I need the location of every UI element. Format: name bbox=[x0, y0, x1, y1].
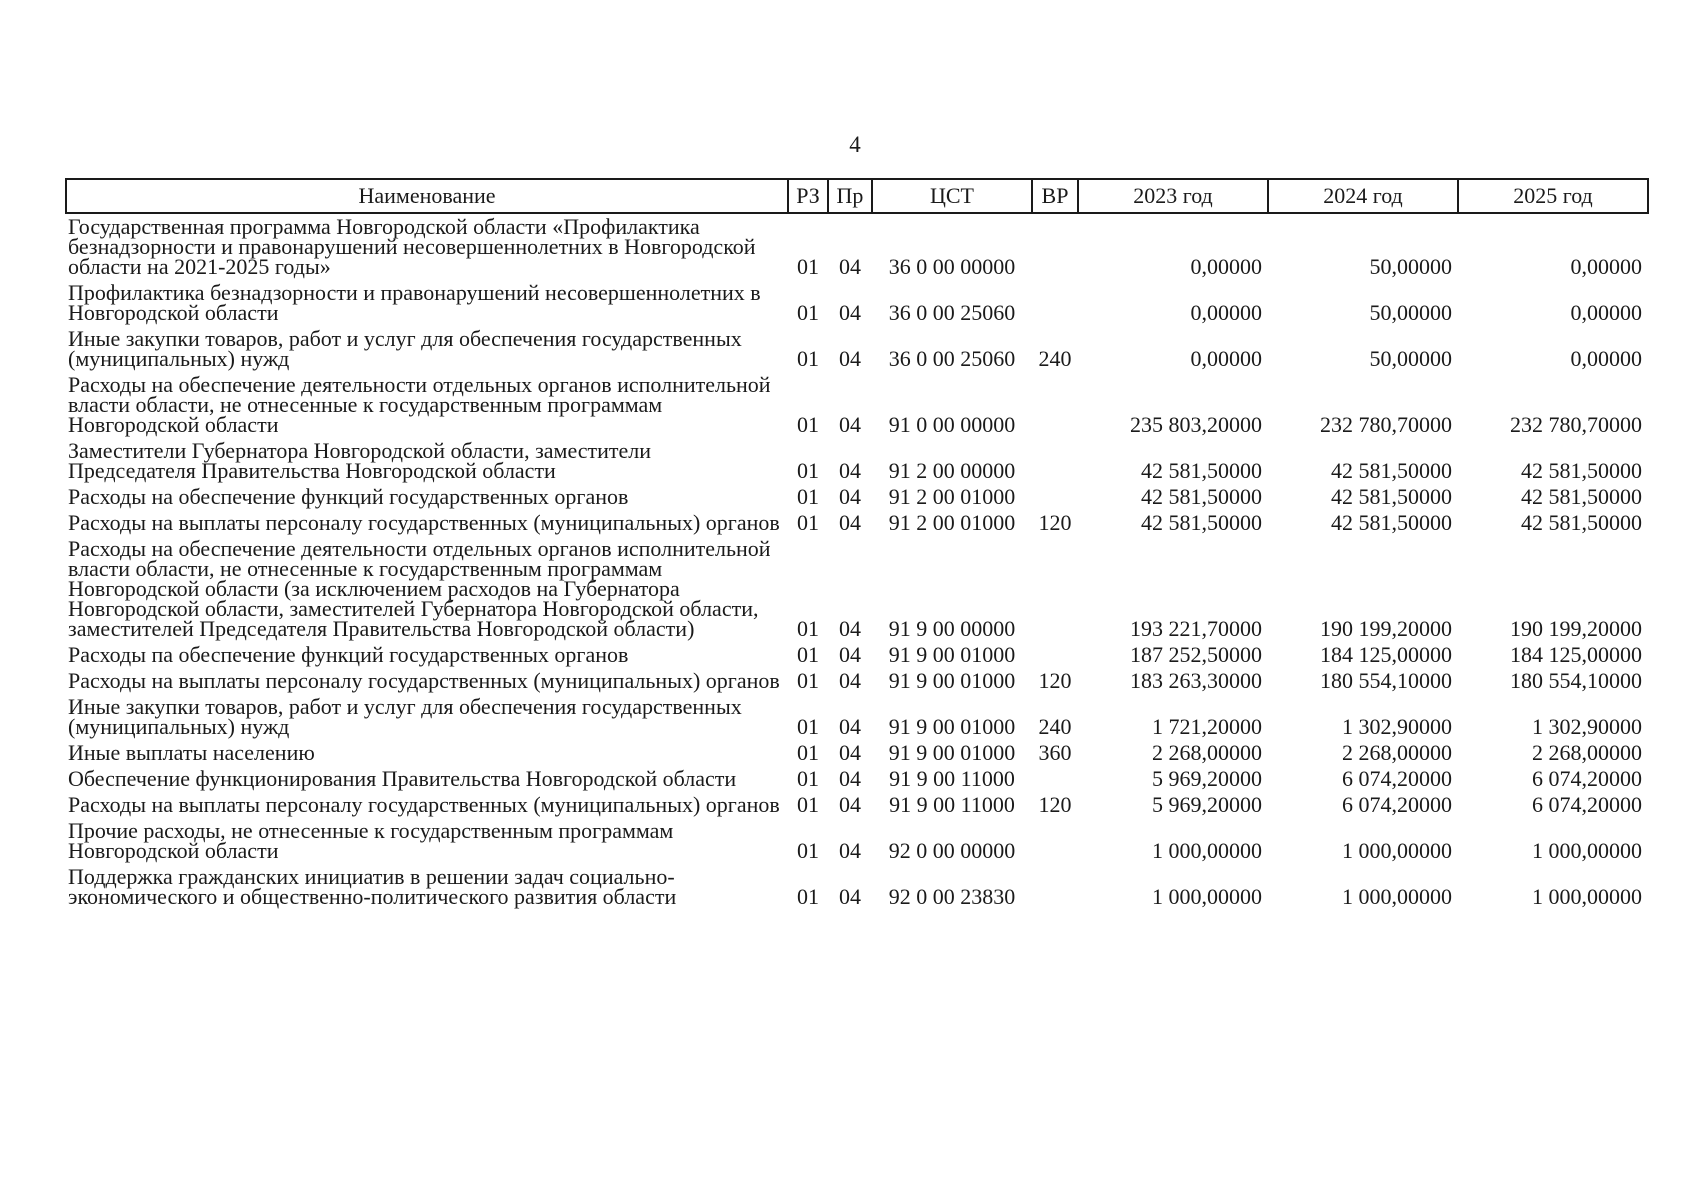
budget-table bbox=[65, 178, 1649, 910]
header-2025: 2025 год bbox=[1458, 179, 1648, 213]
cell-2025: 180 554,10000 bbox=[1510, 668, 1642, 693]
cell-2023: 193 221,70000 bbox=[1130, 616, 1262, 641]
cell-2024: 232 780,70000 bbox=[1320, 412, 1452, 437]
cell-cst: 36 0 00 00000 bbox=[888, 254, 1016, 279]
cell-rz: 01 bbox=[797, 346, 819, 371]
cell-2023: 0,00000 bbox=[1190, 300, 1262, 325]
cell-2024: 6 074,20000 bbox=[1342, 766, 1452, 791]
header-name: Наименование bbox=[66, 179, 788, 213]
cell-name: Расходы на выплаты персоналу государственных (муниципальных) органов bbox=[68, 668, 780, 693]
table-row bbox=[66, 642, 1648, 668]
cell-pr: 04 bbox=[839, 254, 861, 279]
cell-2024: 42 581,50000 bbox=[1331, 458, 1452, 483]
cell-2024: 180 554,10000 bbox=[1320, 668, 1452, 693]
cell-2023: 235 803,20000 bbox=[1130, 412, 1262, 437]
cell-vr bbox=[1032, 280, 1078, 326]
cell-2024: 50,00000 bbox=[1369, 254, 1452, 279]
cell-vr bbox=[1032, 766, 1078, 792]
cell-pr: 04 bbox=[839, 510, 861, 535]
cell-2025: 6 074,20000 bbox=[1532, 766, 1642, 791]
cell-pr: 04 bbox=[839, 484, 861, 509]
cell-2025: 190 199,20000 bbox=[1510, 616, 1642, 641]
cell-2025: 42 581,50000 bbox=[1521, 484, 1642, 509]
cell-2023: 42 581,50000 bbox=[1141, 458, 1262, 483]
cell-name: Расходы на обеспечение деятельности отдельных органов исполнительной власти области, не отнесенные к государственным программам Новгородской области (за исключением расходов на Губернатора Новгородской области, заместителей Губернатора Новгородской области, заместителей Председателя Правительства Новгородской области) bbox=[68, 536, 771, 641]
table-row bbox=[66, 818, 1648, 864]
cell-2023: 1 000,00000 bbox=[1152, 884, 1262, 909]
table-body bbox=[66, 213, 1648, 910]
cell-cst: 36 0 00 25060 bbox=[888, 346, 1016, 371]
cell-vr bbox=[1032, 484, 1078, 510]
cell-rz: 01 bbox=[797, 838, 819, 863]
table-row bbox=[66, 864, 1648, 910]
cell-cst: 91 9 00 11000 bbox=[889, 766, 1015, 791]
cell-rz: 01 bbox=[797, 740, 819, 765]
cell-rz: 01 bbox=[797, 510, 819, 535]
header-pr: Пр bbox=[828, 179, 872, 213]
header-2024: 2024 год bbox=[1268, 179, 1458, 213]
cell-cst: 36 0 00 25060 bbox=[888, 300, 1016, 325]
table-row bbox=[66, 326, 1648, 372]
cell-pr: 04 bbox=[839, 412, 861, 437]
cell-2025: 42 581,50000 bbox=[1521, 510, 1642, 535]
table-row bbox=[66, 484, 1648, 510]
header-vr: ВР bbox=[1032, 179, 1078, 213]
cell-cst: 92 0 00 00000 bbox=[888, 838, 1016, 863]
header-2023: 2023 год bbox=[1078, 179, 1268, 213]
header-rz: РЗ bbox=[788, 179, 828, 213]
cell-name: Заместители Губернатора Новгородской области, заместители Председателя Правительства Новгородской области bbox=[68, 438, 652, 483]
cell-2024: 42 581,50000 bbox=[1331, 484, 1452, 509]
cell-2023: 5 969,20000 bbox=[1152, 792, 1262, 817]
cell-pr: 04 bbox=[839, 838, 861, 863]
cell-cst: 91 9 00 01000 bbox=[888, 642, 1016, 667]
cell-cst: 91 9 00 01000 bbox=[888, 668, 1016, 693]
cell-cst: 92 0 00 23830 bbox=[888, 884, 1016, 909]
cell-2023: 42 581,50000 bbox=[1141, 510, 1262, 535]
cell-rz: 01 bbox=[797, 616, 819, 641]
cell-pr: 04 bbox=[839, 346, 861, 371]
table-row bbox=[66, 510, 1648, 536]
cell-2025: 1 000,00000 bbox=[1532, 838, 1642, 863]
cell-2023: 0,00000 bbox=[1190, 346, 1262, 371]
cell-2023: 1 721,20000 bbox=[1152, 714, 1262, 739]
cell-pr: 04 bbox=[839, 740, 861, 765]
cell-2025: 0,00000 bbox=[1570, 300, 1642, 325]
cell-vr bbox=[1032, 438, 1078, 484]
page-number: 4 bbox=[849, 132, 861, 157]
cell-rz: 01 bbox=[797, 642, 819, 667]
cell-vr: 120 bbox=[1038, 510, 1072, 535]
table-row bbox=[66, 792, 1648, 818]
cell-cst: 91 2 00 01000 bbox=[888, 484, 1016, 509]
table-row bbox=[66, 280, 1648, 326]
cell-name: Профилактика безнадзорности и правонарушений несовершеннолетних в Новгородской области bbox=[68, 280, 761, 325]
table-row bbox=[66, 536, 1648, 642]
cell-2023: 2 268,00000 bbox=[1152, 740, 1262, 765]
cell-name: Расходы на обеспечение деятельности отдельных органов исполнительной власти области, не отнесенные к государственным программам Новгородской области bbox=[68, 372, 771, 437]
cell-vr: 240 bbox=[1038, 346, 1072, 371]
cell-2024: 1 000,00000 bbox=[1342, 884, 1452, 909]
cell-name: Иные закупки товаров, работ и услуг для обеспечения государственных (муниципальных) нужд bbox=[68, 326, 742, 371]
cell-name: Прочие расходы, не отнесенные к государственным программам Новгородской области bbox=[68, 818, 674, 863]
table-row bbox=[66, 668, 1648, 694]
cell-2023: 5 969,20000 bbox=[1152, 766, 1262, 791]
cell-2024: 1 302,90000 bbox=[1342, 714, 1452, 739]
cell-vr: 240 bbox=[1038, 714, 1072, 739]
table-row bbox=[66, 372, 1648, 438]
cell-vr bbox=[1032, 818, 1078, 864]
cell-2025: 232 780,70000 bbox=[1510, 412, 1642, 437]
table-row bbox=[66, 740, 1648, 766]
cell-2023: 187 252,50000 bbox=[1130, 642, 1262, 667]
cell-cst: 91 9 00 00000 bbox=[888, 616, 1016, 641]
cell-rz: 01 bbox=[797, 766, 819, 791]
cell-2024: 1 000,00000 bbox=[1342, 838, 1452, 863]
cell-cst: 91 0 00 00000 bbox=[888, 412, 1016, 437]
cell-vr: 120 bbox=[1038, 792, 1072, 817]
cell-name: Иные выплаты населению bbox=[68, 740, 315, 765]
cell-name: Обеспечение функционирования Правительства Новгородской области bbox=[68, 766, 737, 791]
cell-cst: 91 2 00 00000 bbox=[888, 458, 1016, 483]
table-row bbox=[66, 766, 1648, 792]
header-cst: ЦСТ bbox=[872, 179, 1032, 213]
cell-2025: 184 125,00000 bbox=[1510, 642, 1642, 667]
cell-rz: 01 bbox=[797, 300, 819, 325]
cell-name: Иные закупки товаров, работ и услуг для обеспечения государственных (муниципальных) нужд bbox=[68, 694, 742, 739]
cell-name: Расходы на выплаты персоналу государственных (муниципальных) органов bbox=[68, 792, 780, 817]
cell-name: Государственная программа Новгородской области «Профилактика безнадзорности и правонарушений несовершеннолетних в Новгородской области на 2021-2025 годы» bbox=[68, 214, 756, 279]
cell-2023: 42 581,50000 bbox=[1141, 484, 1262, 509]
cell-cst: 91 9 00 11000 bbox=[889, 792, 1015, 817]
cell-2024: 184 125,00000 bbox=[1320, 642, 1452, 667]
table-row bbox=[66, 694, 1648, 740]
cell-vr bbox=[1032, 213, 1078, 280]
cell-2025: 0,00000 bbox=[1570, 254, 1642, 279]
cell-2025: 2 268,00000 bbox=[1532, 740, 1642, 765]
cell-vr: 120 bbox=[1038, 668, 1072, 693]
table-row bbox=[66, 213, 1648, 280]
cell-2024: 2 268,00000 bbox=[1342, 740, 1452, 765]
cell-rz: 01 bbox=[797, 412, 819, 437]
cell-2025: 6 074,20000 bbox=[1532, 792, 1642, 817]
cell-vr bbox=[1032, 642, 1078, 668]
cell-2024: 50,00000 bbox=[1369, 346, 1452, 371]
table-row bbox=[66, 438, 1648, 484]
cell-vr bbox=[1032, 864, 1078, 910]
cell-2025: 42 581,50000 bbox=[1521, 458, 1642, 483]
cell-2024: 50,00000 bbox=[1369, 300, 1452, 325]
cell-vr bbox=[1032, 372, 1078, 438]
cell-rz: 01 bbox=[797, 668, 819, 693]
cell-pr: 04 bbox=[839, 616, 861, 641]
cell-rz: 01 bbox=[797, 714, 819, 739]
cell-pr: 04 bbox=[839, 642, 861, 667]
cell-cst: 91 9 00 01000 bbox=[888, 714, 1016, 739]
cell-rz: 01 bbox=[797, 458, 819, 483]
cell-2024: 6 074,20000 bbox=[1342, 792, 1452, 817]
cell-pr: 04 bbox=[839, 300, 861, 325]
cell-pr: 04 bbox=[839, 714, 861, 739]
cell-name: Поддержка гражданских инициатив в решении задач социально-экономического и общественно-политического развития области bbox=[68, 864, 677, 909]
table-header-row bbox=[66, 179, 1648, 213]
cell-2025: 1 000,00000 bbox=[1532, 884, 1642, 909]
cell-rz: 01 bbox=[797, 254, 819, 279]
cell-rz: 01 bbox=[797, 484, 819, 509]
cell-2024: 190 199,20000 bbox=[1320, 616, 1452, 641]
cell-pr: 04 bbox=[839, 458, 861, 483]
cell-name: Расходы на обеспечение функций государственных органов bbox=[68, 484, 629, 509]
cell-2023: 183 263,30000 bbox=[1130, 668, 1262, 693]
cell-vr: 360 bbox=[1038, 740, 1072, 765]
cell-cst: 91 9 00 01000 bbox=[888, 740, 1016, 765]
cell-rz: 01 bbox=[797, 884, 819, 909]
cell-name: Расходы па обеспечение функций государственных органов bbox=[68, 642, 629, 667]
cell-2024: 42 581,50000 bbox=[1331, 510, 1452, 535]
cell-pr: 04 bbox=[839, 766, 861, 791]
cell-2023: 1 000,00000 bbox=[1152, 838, 1262, 863]
cell-2025: 1 302,90000 bbox=[1532, 714, 1642, 739]
cell-pr: 04 bbox=[839, 792, 861, 817]
cell-2025: 0,00000 bbox=[1570, 346, 1642, 371]
cell-2023: 0,00000 bbox=[1190, 254, 1262, 279]
cell-pr: 04 bbox=[839, 884, 861, 909]
cell-vr bbox=[1032, 536, 1078, 642]
cell-name: Расходы на выплаты персоналу государственных (муниципальных) органов bbox=[68, 510, 780, 535]
cell-rz: 01 bbox=[797, 792, 819, 817]
cell-cst: 91 2 00 01000 bbox=[888, 510, 1016, 535]
cell-pr: 04 bbox=[839, 668, 861, 693]
